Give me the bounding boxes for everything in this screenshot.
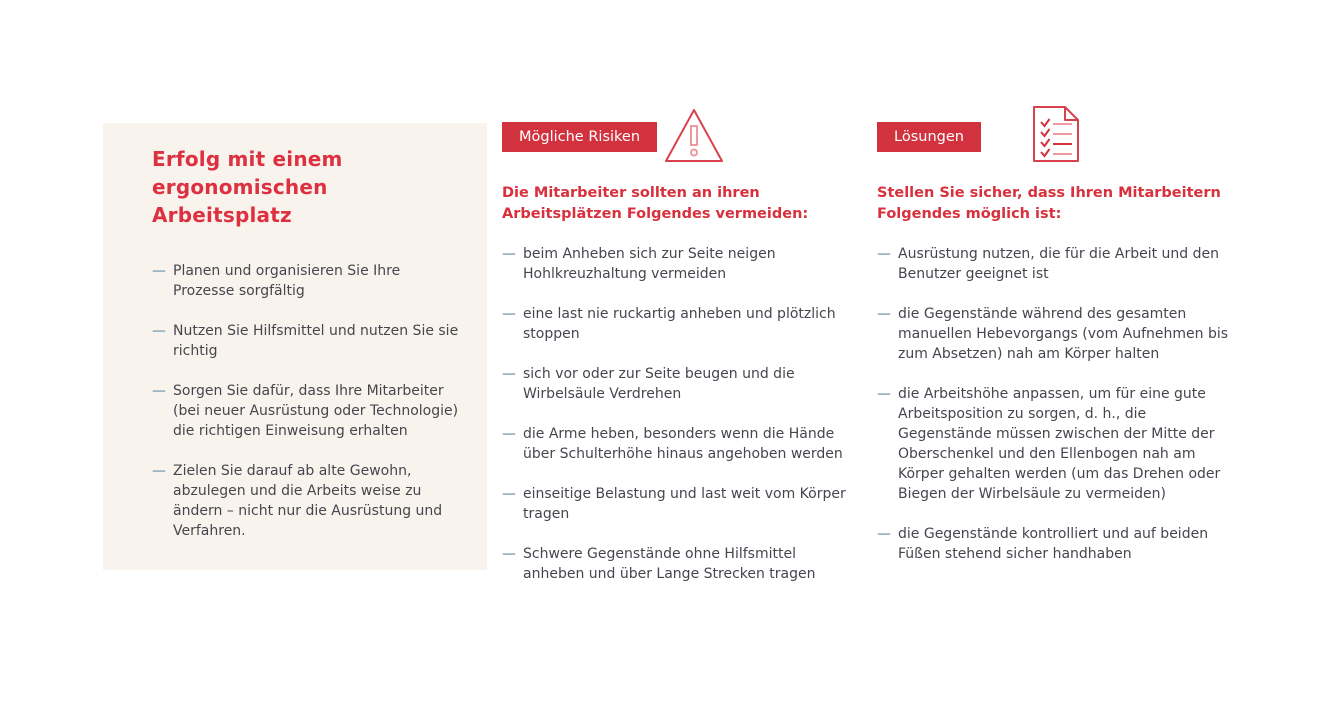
list-item [152, 381, 461, 441]
dash-bullet-icon: — [152, 463, 165, 479]
dash-bullet-icon: — [502, 486, 515, 502]
risks-badge-button[interactable]: Mögliche Risiken [502, 122, 657, 152]
list-item-text: eine last nie ruckartig anheben und plötzlich stoppen [523, 306, 836, 342]
solutions-bullet-list [877, 244, 1233, 564]
list-item [877, 524, 1233, 564]
dash-bullet-icon: — [877, 246, 890, 262]
list-item [877, 244, 1233, 284]
dash-bullet-icon: — [502, 246, 515, 262]
list-item-text: die Gegenstände kontrolliert und auf beiden Füßen stehend sicher handhaben [898, 526, 1209, 562]
dash-bullet-icon: — [877, 526, 890, 542]
dash-bullet-icon: — [152, 323, 165, 339]
risks-heading: Die Mitarbeiter sollten an ihren Arbeitsplätzen Folgendes vermeiden: [502, 185, 809, 222]
list-item [502, 484, 854, 524]
list-item-text: Sorgen Sie dafür, dass Ihre Mitarbeiter (bei neuer Ausrüstung oder Technologie) die richtigen Einweisung erhalten [173, 383, 459, 439]
list-item-text: Ausrüstung nutzen, die für die Arbeit und den Benutzer geeignet ist [898, 246, 1220, 282]
dash-bullet-icon: — [502, 546, 515, 562]
dash-bullet-icon: — [152, 383, 165, 399]
list-item-text: die Arbeitshöhe anpassen, um für eine gute Arbeitsposition zu sorgen, d. h., die Gegenstände müssen zwischen der Mitte der Oberschenkel und den Ellenbogen nah am Körper gehalten werden (um das Drehen oder Biegen der Wirbelsäule zu vermeiden) [898, 386, 1221, 502]
solutions-badge-button[interactable]: Lösungen [877, 122, 981, 152]
list-item-text: Planen und organisieren Sie Ihre Prozesse sorgfältig [173, 263, 401, 299]
list-item [502, 424, 854, 464]
solutions-heading: Stellen Sie sicher, dass Ihren Mitarbeitern Folgendes möglich ist: [877, 185, 1221, 222]
list-item-text: beim Anheben sich zur Seite neigen Hohlkreuzhaltung vermeiden [523, 246, 776, 282]
dash-bullet-icon: — [877, 306, 890, 322]
list-item-text: Zielen Sie darauf ab alte Gewohn, abzulegen und die Arbeits weise zu ändern – nicht nur die Ausrüstung und Verfahren. [173, 463, 443, 539]
dash-bullet-icon: — [502, 426, 515, 442]
intro-panel [103, 123, 487, 570]
warning-triangle-icon [662, 106, 726, 166]
solutions-column [877, 122, 1233, 584]
list-item [502, 244, 854, 284]
list-item-text: einseitige Belastung und last weit vom Körper tragen [523, 486, 846, 522]
list-item [877, 304, 1233, 364]
dash-bullet-icon: — [152, 263, 165, 279]
list-item-text: die Gegenstände während des gesamten manuellen Hebevorgangs (vom Aufnehmen bis zum Absetzen) nah am Körper halten [898, 306, 1229, 362]
list-item [877, 384, 1233, 504]
list-item [152, 321, 461, 361]
checklist-icon [1032, 105, 1080, 163]
risks-bullet-list [502, 244, 854, 584]
page-title: Erfolg mit einem ergonomischen Arbeitsplatz [152, 147, 343, 227]
list-item [152, 461, 461, 541]
list-item [502, 544, 854, 584]
dash-bullet-icon: — [502, 306, 515, 322]
risks-column [502, 122, 854, 604]
list-item [502, 364, 854, 404]
list-item [152, 261, 461, 301]
list-item [502, 304, 854, 344]
list-item-text: die Arme heben, besonders wenn die Hände über Schulterhöhe hinaus angehoben werden [523, 426, 843, 462]
intro-bullet-list [152, 261, 461, 541]
dash-bullet-icon: — [502, 366, 515, 382]
dash-bullet-icon: — [877, 386, 890, 402]
list-item-text: sich vor oder zur Seite beugen und die Wirbelsäule Verdrehen [523, 366, 795, 402]
list-item-text: Schwere Gegenstände ohne Hilfsmittel anheben und über Lange Strecken tragen [523, 546, 816, 582]
list-item-text: Nutzen Sie Hilfsmittel und nutzen Sie sie richtig [173, 323, 459, 359]
